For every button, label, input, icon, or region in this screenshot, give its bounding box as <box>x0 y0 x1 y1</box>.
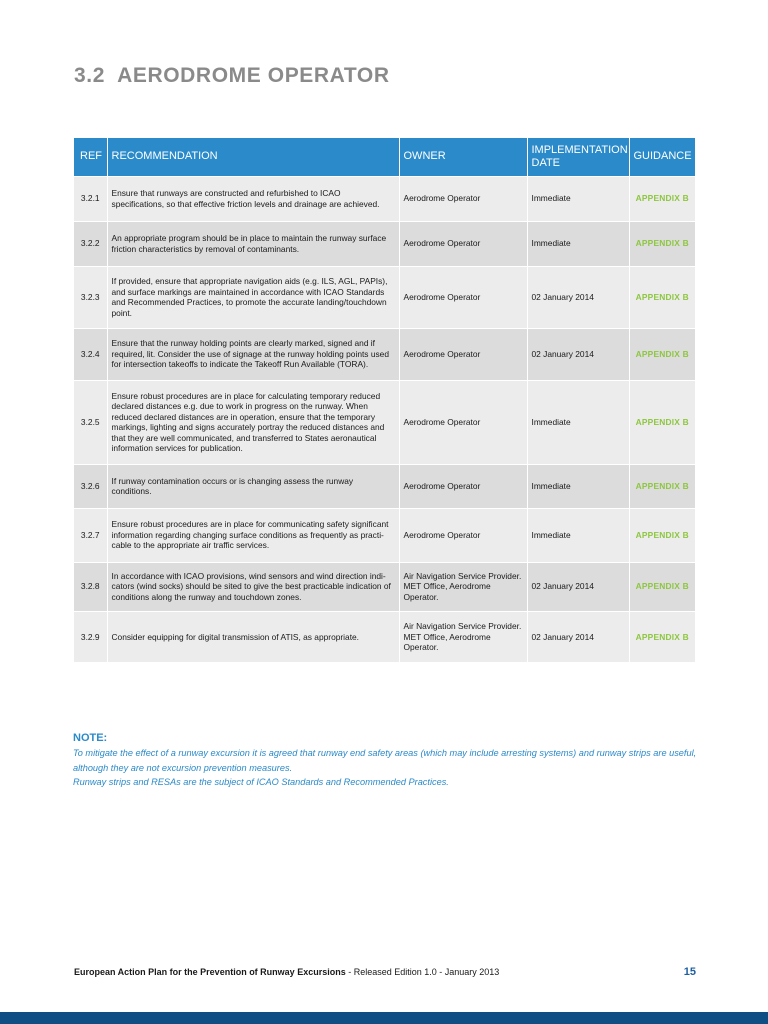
row-owner: Aerodrome Operator <box>399 176 527 221</box>
row-owner: Air Navigation Service Provider. MET Office, Aerodrome Operator. <box>399 611 527 662</box>
note-text: Runway strips and RESAs are the subject of ICAO Standards and Recommended Practices. <box>73 777 449 787</box>
section-name: AERODROME OPERATOR <box>117 64 390 87</box>
row-date: 02 January 2014 <box>527 328 629 380</box>
row-date: 02 January 2014 <box>527 266 629 328</box>
row-ref: 3.2.5 <box>74 380 107 464</box>
row-recommendation: Ensure that runways are constructed and refurbished to ICAO specifications, so that effective friction levels and drainage are achieved. <box>107 176 399 221</box>
page-number: 15 <box>683 966 696 978</box>
row-recommendation: In accordance with ICAO provisions, wind sensors and wind direction indi-cators (wind socks) should be sited to give the best practicable indication of conditions along the runway and touchdown zones. <box>107 562 399 611</box>
footer-edition: - Released Edition 1.0 - January 2013 <box>345 967 500 977</box>
row-guidance-link[interactable]: APPENDIX B <box>629 328 695 380</box>
row-recommendation: If runway contamination occurs or is changing assess the runway conditions. <box>107 464 399 508</box>
row-ref: 3.2.4 <box>74 328 107 380</box>
row-ref: 3.2.9 <box>74 611 107 662</box>
row-recommendation: Ensure robust procedures are in place for calculating temporary reduced declared distances e.g. due to work in progress on the runway. When reduced declared distances are in operation, ensure that the temporary markings, lighting and signs accurately portray the reduced distances and that they are well communicated, and transferred to States aeronautical information services for publication. <box>107 380 399 464</box>
table-row <box>74 266 695 328</box>
row-recommendation: Consider equipping for digital transmission of ATIS, as appropriate. <box>107 611 399 662</box>
table-row <box>74 464 695 508</box>
table-row <box>74 611 695 662</box>
table-header-row <box>74 138 695 176</box>
row-owner: Aerodrome Operator <box>399 508 527 562</box>
note-text: To mitigate the effect of a runway excursion it is agreed that runway end safety areas (which may include arresting systems) and runway strips are useful, although they are not excursion prevention measures. <box>73 748 697 773</box>
row-recommendation: Ensure that the runway holding points are clearly marked, signed and if required, lit. Consider the use of signage at the runway holding points used for intersection takeoffs to indicate the Takeoff Run Available (TORA). <box>107 328 399 380</box>
header-recommendation: RECOMMENDATION <box>107 138 399 176</box>
row-guidance-link[interactable]: APPENDIX B <box>629 380 695 464</box>
row-ref: 3.2.2 <box>74 221 107 266</box>
row-date: 02 January 2014 <box>527 611 629 662</box>
table-row <box>74 176 695 221</box>
table-row <box>74 380 695 464</box>
footer-document-title: European Action Plan for the Prevention of Runway Excursions <box>74 967 346 977</box>
row-recommendation: Ensure robust procedures are in place for communicating safety significant information regarding changing surface conditions as frequently as practi-cable to the appropriate air traffic services. <box>107 508 399 562</box>
row-guidance-link[interactable]: APPENDIX B <box>629 508 695 562</box>
row-recommendation: An appropriate program should be in place to maintain the runway surface friction characteristics by removal of contaminants. <box>107 221 399 266</box>
row-guidance-link[interactable]: APPENDIX B <box>629 464 695 508</box>
section-title <box>74 64 390 88</box>
row-ref: 3.2.1 <box>74 176 107 221</box>
row-guidance-link[interactable]: APPENDIX B <box>629 611 695 662</box>
row-owner: Aerodrome Operator <box>399 221 527 266</box>
table-row <box>74 221 695 266</box>
row-ref: 3.2.3 <box>74 266 107 328</box>
row-guidance-link[interactable]: APPENDIX B <box>629 176 695 221</box>
row-owner: Air Navigation Service Provider. MET Office, Aerodrome Operator. <box>399 562 527 611</box>
row-recommendation: If provided, ensure that appropriate navigation aids (e.g. ILS, AGL, PAPIs), and surface markings are maintained in accordance with ICAO Standards and Recommended Practices, to promote the accurate landing/touchdown point. <box>107 266 399 328</box>
note-block <box>73 732 703 790</box>
row-date: Immediate <box>527 508 629 562</box>
row-ref: 3.2.7 <box>74 508 107 562</box>
page-footer <box>74 967 696 977</box>
header-ref: REF <box>74 138 107 176</box>
note-heading: NOTE: <box>73 732 108 744</box>
row-guidance-link[interactable]: APPENDIX B <box>629 221 695 266</box>
table-row <box>74 328 695 380</box>
section-number: 3.2 <box>74 64 105 87</box>
row-date: Immediate <box>527 176 629 221</box>
row-date: 02 January 2014 <box>527 562 629 611</box>
header-guidance: GUIDANCE <box>629 138 695 176</box>
table-row <box>74 508 695 562</box>
row-owner: Aerodrome Operator <box>399 380 527 464</box>
header-owner: OWNER <box>399 138 527 176</box>
row-owner: Aerodrome Operator <box>399 464 527 508</box>
table-row <box>74 562 695 611</box>
row-date: Immediate <box>527 221 629 266</box>
row-date: Immediate <box>527 380 629 464</box>
row-date: Immediate <box>527 464 629 508</box>
row-ref: 3.2.6 <box>74 464 107 508</box>
recommendations-table <box>74 138 695 662</box>
row-owner: Aerodrome Operator <box>399 266 527 328</box>
row-ref: 3.2.8 <box>74 562 107 611</box>
row-guidance-link[interactable]: APPENDIX B <box>629 266 695 328</box>
header-implementation-date: IMPLEMENTATION DATE <box>527 138 629 176</box>
bottom-band <box>0 1012 768 1024</box>
row-guidance-link[interactable]: APPENDIX B <box>629 562 695 611</box>
row-owner: Aerodrome Operator <box>399 328 527 380</box>
